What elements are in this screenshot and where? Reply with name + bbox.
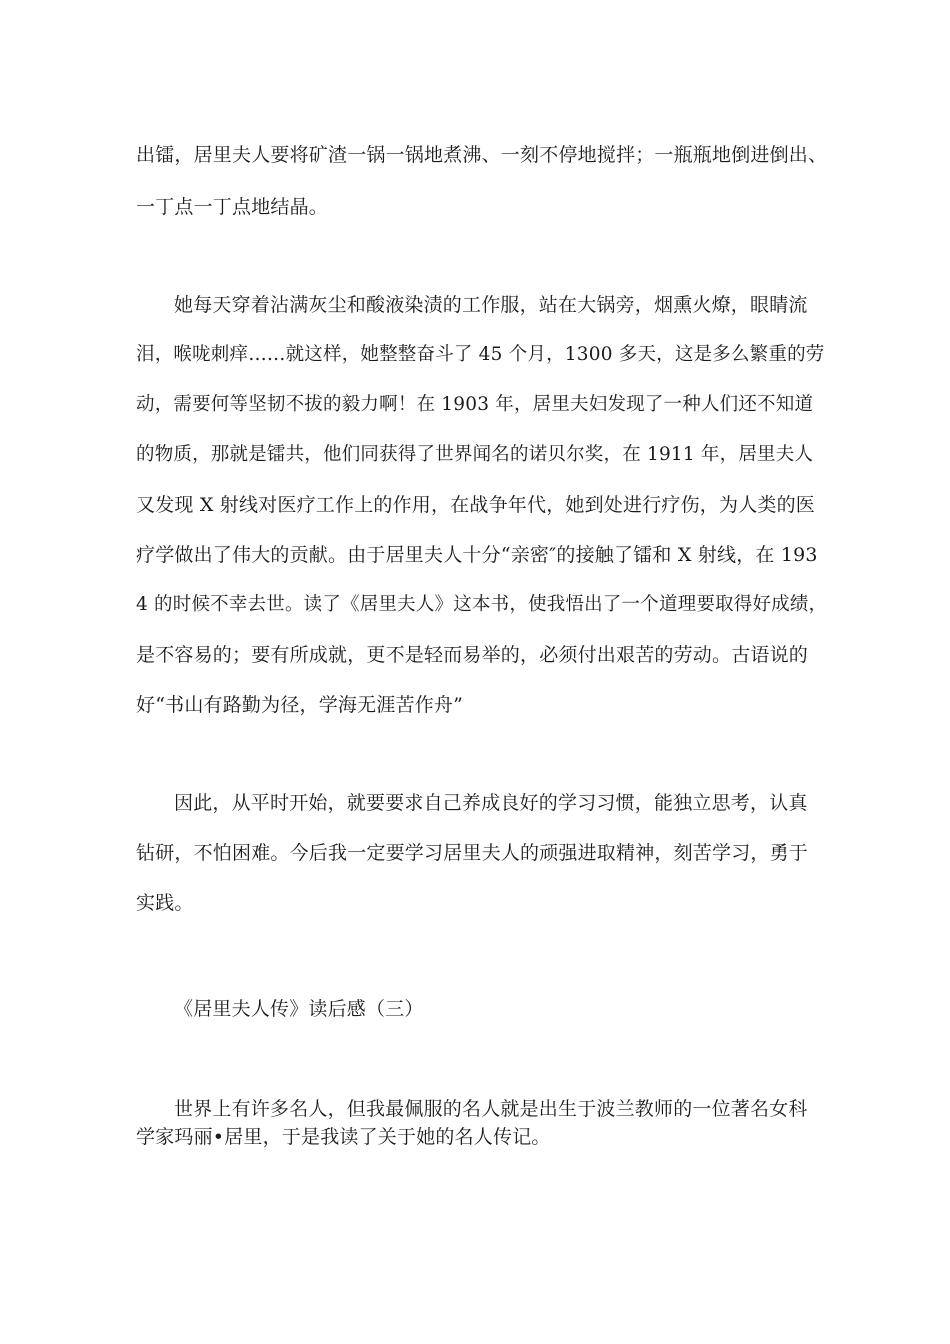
text-line: 因此，从平时开始，就要要求自己养成良好的学习习惯，能独立思考，认真 (174, 792, 808, 814)
text-line: 她每天穿着沾满灰尘和酸液染渍的工作服，站在大锅旁，烟熏火燎，眼睛流 (174, 294, 808, 316)
text-line: 泪，喉咙刺痒……就这样，她整整奋斗了 45 个月，1300 多天，这是多么繁重的劳 (136, 344, 825, 365)
text-line: 4 的时候不幸去世。读了《居里夫人》这本书，使我悟出了一个道理要取得好成绩， (136, 594, 828, 615)
text-line: 钻研，不怕困难。今后我一定要学习居里夫人的顽强进取精神，刻苦学习，勇于 (136, 842, 809, 864)
text-line: 的物质，那就是镭共，他们同获得了世界闻名的诺贝尔奖，在 1911 年，居里夫人 (136, 444, 814, 465)
text-line: 好“书山有路勤为径，学海无涯苦作舟” (136, 694, 464, 716)
text-line: 动，需要何等坚韧不拔的毅力啊！在 1903 年，居里夫妇发现了一种人们还不知道 (136, 394, 814, 415)
text-line: 是不容易的；要有所成就，更不是轻而易举的，必须付出艰苦的劳动。古语说的 (136, 644, 809, 666)
section-title: 《居里夫人传》读后感（三） (174, 998, 424, 1020)
text-line: 世界上有许多名人，但我最佩服的名人就是出生于波兰教师的一位著名女科 (174, 1098, 808, 1120)
text-line: 一丁点一丁点地结晶。 (136, 196, 329, 218)
text-line: 实践。 (136, 892, 194, 914)
text-line: 出镭，居里夫人要将矿渣一锅一锅地煮沸、一刻不停地搅拌；一瓶瓶地倒进倒出、 (136, 144, 828, 166)
text-line: 又发现 X 射线对医疗工作上的作用，在战争年代，她到处进行疗伤，为人类的医 (136, 494, 816, 516)
text-line: 疗学做出了伟大的贡献。由于居里夫人十分“亲密″的接触了镭和 X 射线，在 193 (136, 544, 818, 566)
text-line: 学家玛丽•居里，于是我读了关于她的名人传记。 (136, 1126, 551, 1148)
